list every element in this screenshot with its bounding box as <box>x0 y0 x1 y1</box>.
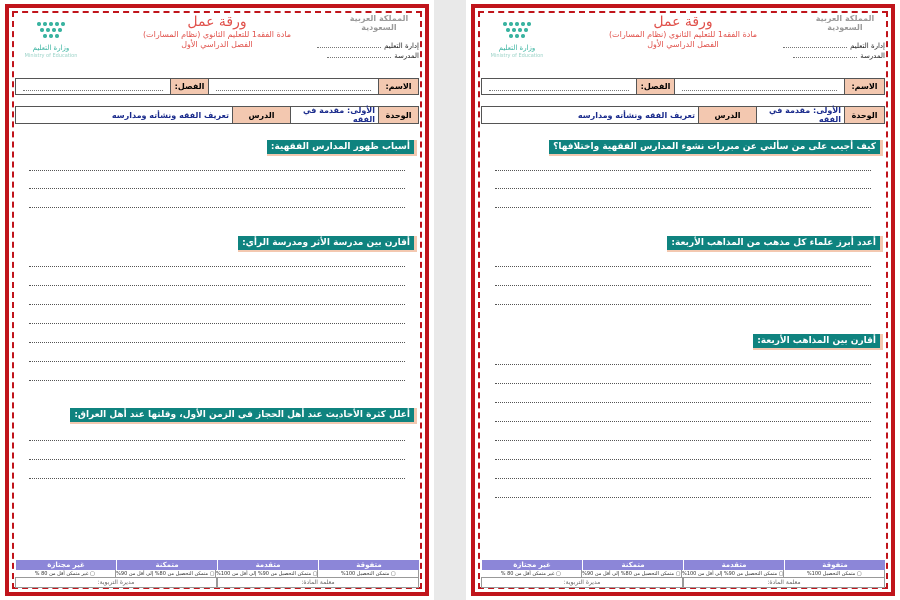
supervisor-signature: مديرة التربوية: <box>15 578 217 588</box>
assessment-footer <box>481 560 885 588</box>
assessment-footer <box>15 560 419 588</box>
question-2: أعدد أبرز علماء كل مذهب من المذاهب الأربعة: <box>667 236 883 252</box>
lesson-label: الدرس <box>232 107 290 123</box>
ministry-logo-text: وزارة التعليم <box>32 44 70 52</box>
answer-line[interactable] <box>29 361 405 362</box>
semester-line: الفصل الدراسي الأول <box>647 40 719 49</box>
school-line <box>775 52 885 60</box>
worksheet-page-2 <box>466 0 900 600</box>
lesson-label: الدرس <box>698 107 756 123</box>
class-label: الفصل: <box>636 79 674 94</box>
name-label: الاسم: <box>378 79 418 94</box>
student-info-row <box>481 78 885 95</box>
criterion-advanced[interactable]: ▢ متمكن التحصيل من 90% إلى أقل من 100% <box>216 571 318 577</box>
teacher-signature: معلمة المادة: <box>217 578 419 588</box>
ministry-logo-en: Ministry of Education <box>24 53 78 59</box>
answer-line[interactable] <box>495 304 871 305</box>
lesson-value: تعريف الفقه ونشأته ومدارسه <box>111 110 229 120</box>
answer-line[interactable] <box>29 478 405 479</box>
answer-line[interactable] <box>495 285 871 286</box>
school-line <box>309 52 419 60</box>
answer-line[interactable] <box>29 380 405 381</box>
teacher-signature: معلمة المادة: <box>683 578 885 588</box>
answer-line[interactable] <box>495 266 871 267</box>
criterion-proficient[interactable]: ▢ متمكن التحصيل من 80% إلى أقل من 90% <box>116 571 215 577</box>
level-advanced: متقدمة <box>217 560 318 570</box>
ministry-logo-icon <box>21 18 81 44</box>
answer-line[interactable] <box>495 383 871 384</box>
answer-line[interactable] <box>29 170 405 171</box>
class-label: الفصل: <box>170 79 208 94</box>
level-proficient: متمكنة <box>116 560 217 570</box>
answer-line[interactable] <box>495 497 871 498</box>
criterion-failed[interactable]: ▢ غير متمكن أقل من 80 % <box>481 570 582 578</box>
answer-line[interactable] <box>29 188 405 189</box>
administration-line <box>309 42 419 50</box>
worksheet-title: ورقة عمل <box>653 14 713 30</box>
name-field[interactable] <box>674 79 844 94</box>
answer-line[interactable] <box>29 440 405 441</box>
criterion-proficient[interactable]: ▢ متمكن التحصيل من 80% إلى أقل من 90% <box>582 571 681 577</box>
criterion-excellent[interactable]: ▢ متمكن التحصيل 100% <box>784 570 885 578</box>
question-2: أقارن بين مدرسة الأثر ومدرسة الرأي: <box>238 236 417 252</box>
school-label: المدرسة <box>394 52 419 60</box>
level-failed: غير مجتازة <box>15 560 116 570</box>
subject-line: مادة الفقه1 للتعليم الثانوي (نظام المسارات) <box>608 30 758 39</box>
answer-line[interactable] <box>29 207 405 208</box>
ministry-logo-icon <box>487 18 547 44</box>
answer-line[interactable] <box>29 342 405 343</box>
administration-line <box>775 42 885 50</box>
unit-value: الأولى: مقدمة في الفقه <box>290 107 378 123</box>
answer-line[interactable] <box>495 478 871 479</box>
name-label: الاسم: <box>844 79 884 94</box>
criterion-advanced[interactable]: ▢ متمكن التحصيل من 90% إلى أقل من 100% <box>682 571 784 577</box>
answer-line[interactable] <box>29 266 405 267</box>
ministry-logo <box>487 18 547 58</box>
ministry-logo <box>21 18 81 58</box>
lesson-value: تعريف الفقه ونشأته ومدارسه <box>577 110 695 120</box>
administration-label: إدارة التعليم <box>850 42 885 50</box>
unit-lesson-row <box>481 106 885 124</box>
worksheet-title: ورقة عمل <box>187 14 247 30</box>
answer-line[interactable] <box>495 459 871 460</box>
title-block <box>125 14 309 50</box>
supervisor-signature: مديرة التربوية: <box>481 578 683 588</box>
answer-line[interactable] <box>29 304 405 305</box>
ministry-logo-en: Ministry of Education <box>490 53 544 59</box>
level-failed: غير مجتازة <box>481 560 582 570</box>
administration-label: إدارة التعليم <box>384 42 419 50</box>
unit-label: الوحدة <box>844 107 884 123</box>
answer-line[interactable] <box>29 285 405 286</box>
ministry-logo-text: وزارة التعليم <box>498 44 536 52</box>
class-field[interactable] <box>482 79 636 94</box>
level-advanced: متقدمة <box>683 560 784 570</box>
answer-line[interactable] <box>495 207 871 208</box>
page-header <box>481 12 885 70</box>
kingdom-emblem-text: المملكة العربية السعودية <box>349 14 409 32</box>
answer-line[interactable] <box>29 459 405 460</box>
unit-value: الأولى: مقدمة في الفقه <box>756 107 844 123</box>
question-3: أقارن بين المذاهب الأربعة: <box>753 334 883 350</box>
level-excellent: متفوقة <box>318 560 419 570</box>
answer-line[interactable] <box>495 402 871 403</box>
answer-line[interactable] <box>29 323 405 324</box>
criterion-failed[interactable]: ▢ غير متمكن أقل من 80 % <box>15 570 116 578</box>
page-header <box>15 12 419 70</box>
title-block <box>591 14 775 50</box>
class-field[interactable] <box>16 79 170 94</box>
subject-line: مادة الفقه1 للتعليم الثانوي (نظام المسارات) <box>142 30 292 39</box>
answer-line[interactable] <box>495 364 871 365</box>
answer-line[interactable] <box>495 170 871 171</box>
answer-line[interactable] <box>495 440 871 441</box>
name-field[interactable] <box>208 79 378 94</box>
level-proficient: متمكنة <box>582 560 683 570</box>
answer-line[interactable] <box>495 188 871 189</box>
answer-line[interactable] <box>495 421 871 422</box>
kingdom-emblem-text: المملكة العربية السعودية <box>815 14 875 32</box>
question-1: كيف أجيب على من سألني عن مبررات نشوء المدارس الفقهية واختلافها؟ <box>549 140 883 156</box>
worksheet-page-1 <box>0 0 434 600</box>
unit-lesson-row <box>15 106 419 124</box>
question-1: أسباب ظهور المدارس الفقهية: <box>267 140 417 156</box>
level-excellent: متفوقة <box>784 560 885 570</box>
semester-line: الفصل الدراسي الأول <box>181 40 253 49</box>
unit-label: الوحدة <box>378 107 418 123</box>
question-3: أعلل كثرة الأحاديث عند أهل الحجاز في الزمن الأول، وقلتها عند أهل العراق: <box>70 408 417 424</box>
criterion-excellent[interactable]: ▢ متمكن التحصيل 100% <box>318 570 419 578</box>
school-label: المدرسة <box>860 52 885 60</box>
student-info-row <box>15 78 419 95</box>
